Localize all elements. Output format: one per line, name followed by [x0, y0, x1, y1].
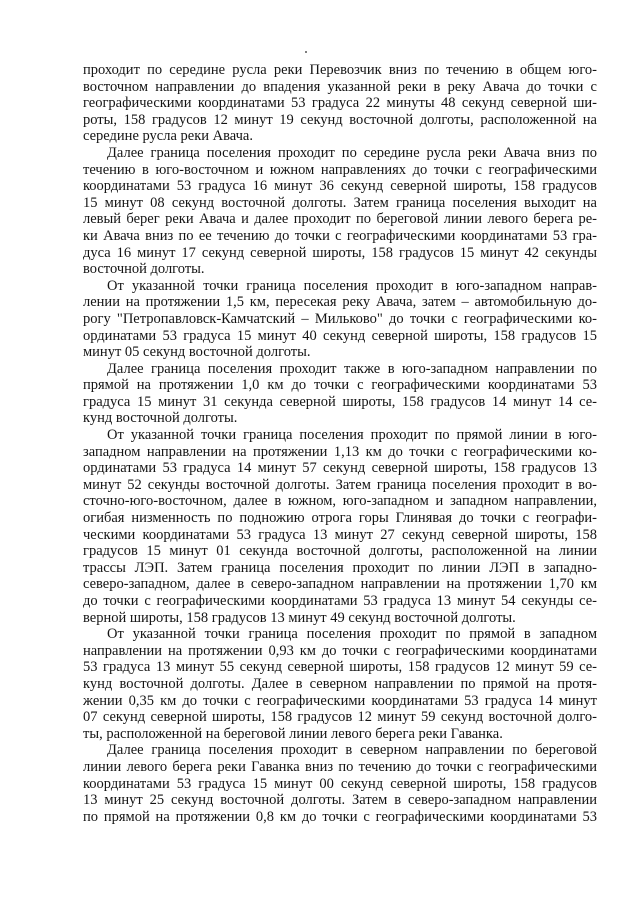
text-line: ординатами 53 градуса 15 минут 40 секунд северной широты, 158 градусов 15: [83, 327, 597, 344]
text-line: Далее граница поселения проходит также в юго-западном направлении по: [107, 360, 597, 377]
text-line: огибая низменность по подножию отрога горы Глинявая до точки с географи-: [83, 510, 597, 527]
text-line: Далее граница поселения проходит по середине русла реки Авача вниз по: [107, 144, 597, 161]
text-line: восточном направлении до впадения указанной реки в реку Авача до точки с: [83, 78, 597, 95]
text-line: восточной долготы.: [83, 261, 205, 278]
text-line: координатами 53 градуса 16 минут 36 секунд северной широты, 158 градусов: [83, 178, 597, 195]
text-line: жении 0,35 км до точки с географическими координатами 53 градуса 14 минут: [83, 692, 597, 709]
text-line: От указанной точки граница поселения проходит по прямой в западном: [107, 626, 597, 643]
text-line: координатами 53 градуса 15 минут 00 секунд северной широты, 158 градусов: [83, 775, 597, 792]
text-line: 13 минут 25 секунд восточной долготы. Затем в северо-западном направлении: [83, 792, 597, 809]
paragraph: [83, 427, 597, 626]
text-line: верной широты, 158 градусов 13 минут 49 секунд восточной долготы.: [83, 609, 516, 626]
text-line: сточно-юго-восточном, далее в южном, юго-западном и западном направлении,: [83, 493, 597, 510]
paragraph: [83, 278, 597, 361]
text-line: прямой на протяжении 1,0 км до точки с географическими координатами 53: [83, 377, 597, 394]
text-line: От указанной точки граница поселения проходит в юго-западном направ-: [107, 277, 597, 294]
text-line: ческими координатами 53 градуса 13 минут 27 секунд северной широты, 158: [83, 526, 597, 543]
text-line: кунд восточной долготы. Далее в северном направлении по прямой на протя-: [83, 675, 597, 692]
text-line: минут 05 секунд восточной долготы.: [83, 344, 311, 361]
text-line: западном направлении на протяжении 1,13 км до точки с географическими ко-: [83, 443, 597, 460]
text-line: 53 градуса 13 минут 55 секунд северной широты, 158 градусов 12 минут 59 се-: [83, 659, 597, 676]
text-line: по прямой на протяжении 0,8 км до точки с географическими координатами 53: [83, 808, 597, 825]
paragraph: [83, 62, 597, 145]
paragraph: [83, 145, 597, 278]
paragraph: [83, 361, 597, 427]
document-body: [83, 62, 597, 825]
text-line: ты, расположенной на береговой линии левого берега реки Гаванка.: [83, 725, 503, 742]
text-line: ординатами 53 градуса 14 минут 57 секунд северной широты, 158 градусов 13: [83, 460, 597, 477]
text-line: левый берег реки Авача и далее проходит по береговой линии левого берега ре-: [83, 211, 597, 228]
text-line: От указанной точки граница поселения проходит по прямой линии в юго-: [107, 427, 597, 444]
text-line: проходит по середине русла реки Перевозчик вниз по течению в общем юго-: [83, 62, 597, 78]
text-line: до точки с географическими координатами 53 градуса 13 минут 54 секунды се-: [83, 593, 597, 609]
text-line: северо-западном, далее в северо-западном направлении на протяжении 1,70 км: [83, 576, 597, 593]
text-line: направлении на протяжении 0,93 км до точки с географическими координатами: [83, 642, 597, 659]
text-line: дуса 16 минут 17 секунд северной широты, 158 градусов 15 минут 42 секунды: [83, 244, 597, 261]
text-line: течению в юго-восточном и южном направлениях до точки с географическими: [83, 161, 597, 178]
paragraph: [83, 742, 597, 825]
text-line: трассы ЛЭП. Затем граница поселения проходит по линии ЛЭП в западно-: [83, 559, 597, 576]
text-line: минут 52 секунды восточной долготы. Затем граница поселения проходит в во-: [83, 476, 597, 493]
text-line: роты, 158 градусов 12 минут 19 секунд восточной долготы, расположенной на: [83, 111, 597, 128]
text-line: лении на протяжении 1,5 км, пересекая реку Авача, затем – автомобильную до-: [83, 294, 597, 311]
text-line: географическими координатами 53 градуса 22 минуты 48 секунд северной ши-: [83, 95, 597, 112]
text-line: Далее граница поселения проходит в северном направлении по береговой: [107, 742, 597, 759]
text-line: рогу "Петропавловск-Камчатский – Мильково" до точки с географическими ко-: [83, 310, 597, 327]
text-line: градусов 15 минут 01 секунда восточной долготы, расположенной на линии: [83, 543, 597, 560]
text-line: 15 минут 08 секунд восточной долготы. Затем граница поселения выходит на: [83, 194, 597, 211]
text-line: середине русла реки Авача.: [83, 128, 253, 145]
text-line: линии левого берега реки Гаванка вниз по течению до точки с географическими: [83, 758, 597, 775]
text-line: градуса 15 минут 31 секунда северной широты, 158 градусов 14 минут 14 се-: [83, 393, 597, 410]
text-line: 07 секунд северной широты, 158 градусов 12 минут 59 секунд восточной долго-: [83, 709, 597, 726]
text-line: кунд восточной долготы.: [83, 410, 238, 427]
paragraph: [83, 626, 597, 742]
scan-speck: [305, 51, 307, 53]
text-line: ки Авача вниз по ее течению до точки с географическими координатами 53 гра-: [83, 227, 597, 244]
